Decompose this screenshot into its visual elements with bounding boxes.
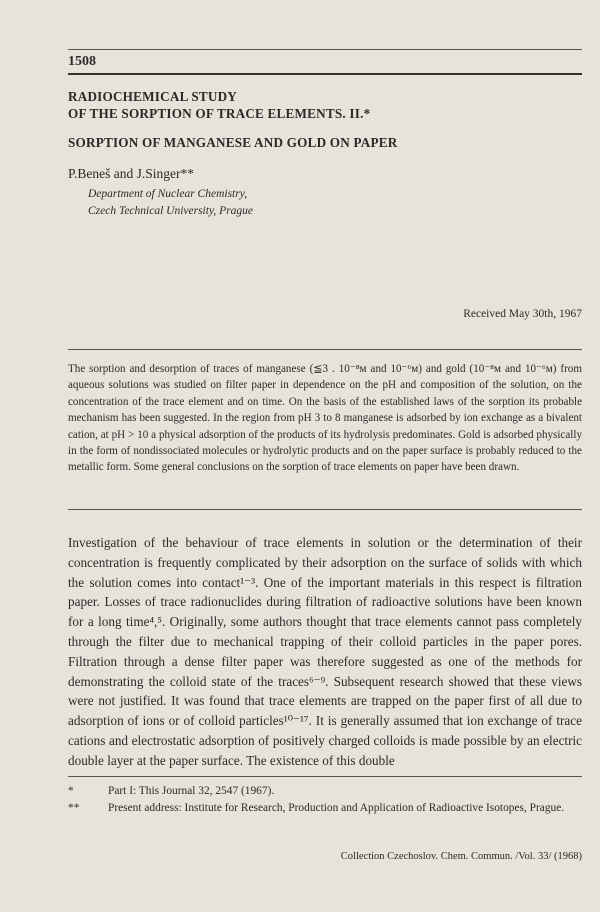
abstract-bottom-rule	[68, 509, 582, 510]
affiliation-line-2: Czech Technical University, Prague	[88, 205, 254, 217]
header-bottom-rule	[68, 73, 582, 75]
title-line-2: OF THE SORPTION OF TRACE ELEMENTS. II.*	[68, 106, 371, 121]
body-text	[68, 533, 582, 771]
footnote-mark: **	[68, 802, 80, 814]
affiliation-line-1: Department of Nuclear Chemistry,	[88, 188, 248, 200]
footnote-rule	[68, 776, 582, 777]
page-number: 1508	[68, 54, 96, 69]
footnote-mark: *	[68, 785, 74, 797]
authors: P.Beneš and J.Singer**	[68, 166, 194, 181]
received-date: Received May 30th, 1967	[463, 308, 582, 320]
article-title	[68, 88, 582, 151]
title-line-1: RADIOCHEMICAL STUDY	[68, 89, 238, 104]
abstract-top-rule	[68, 349, 582, 350]
footnote-text: Part I: This Journal 32, 2547 (1967).	[108, 785, 275, 797]
abstract	[68, 361, 582, 476]
footnote-1	[68, 783, 582, 800]
footnotes	[68, 783, 582, 817]
affiliation	[88, 186, 253, 220]
title-line-3: SORPTION OF MANGANESE AND GOLD ON PAPER	[68, 135, 398, 150]
footnote-text: Present address: Institute for Research, Production and Application of Radioactive Isotopes, Prague.	[108, 802, 565, 814]
header-top-rule	[68, 49, 582, 50]
journal-footer: Collection Czechoslov. Chem. Commun. /Vol. 33/ (1968)	[340, 851, 582, 862]
footnote-2	[68, 800, 582, 817]
abstract-text: The sorption and desorption of traces of manganese (≦3 . 10⁻⁸ᴍ and 10⁻⁶ᴍ) and gold (10⁻⁸ᴍ and 10⁻⁶ᴍ) from aqueous solutions was studied on filter paper in dependence on the pH and composition of the solution, on the concentration of the trace element and on time. On the basis of the established laws of the sorption its probable mechanism has been suggested. In the region from pH 3 to 8 manganese is adsorbed by ion exchange as a bivalent cation, at pH > 10 a physical adsorption of the products of its hydrolysis predominates. Gold is adsorbed physically in the form of nondissociated molecules or hydrolytic products and on the paper surface is probably reduced to the metallic form. Some general conclusions on the sorption of trace elements on paper have been drawn.	[68, 363, 582, 474]
body-paragraph: Investigation of the behaviour of trace elements in solution or the determination of their concentration is frequently complicated by their adsorption on the surface of solids with which the solution comes into contact¹⁻³. One of the important materials in this respect is filtration paper. Losses of trace radionuclides during filtration of radioactive solutions have been known for a long time⁴,⁵. Originally, some authors thought that trace elements cannot pass completely through the filter due to mechanical trapping of their colloid particles in the paper pores. Filtration through a dense filter paper was therefore suggested as one of the methods for demonstrating the colloid state of the traces⁶⁻⁹. Subsequent research showed that these views were not justified. It was found that trace elements are trapped on the paper first of all due to adsorption of ions or of colloid particles¹⁰⁻¹⁷. It is generally assumed that ion exchange of trace cations and electrostatic adsorption of positively charged colloids is made possible by an electric double layer at the paper surface. The existence of this double	[68, 535, 582, 768]
